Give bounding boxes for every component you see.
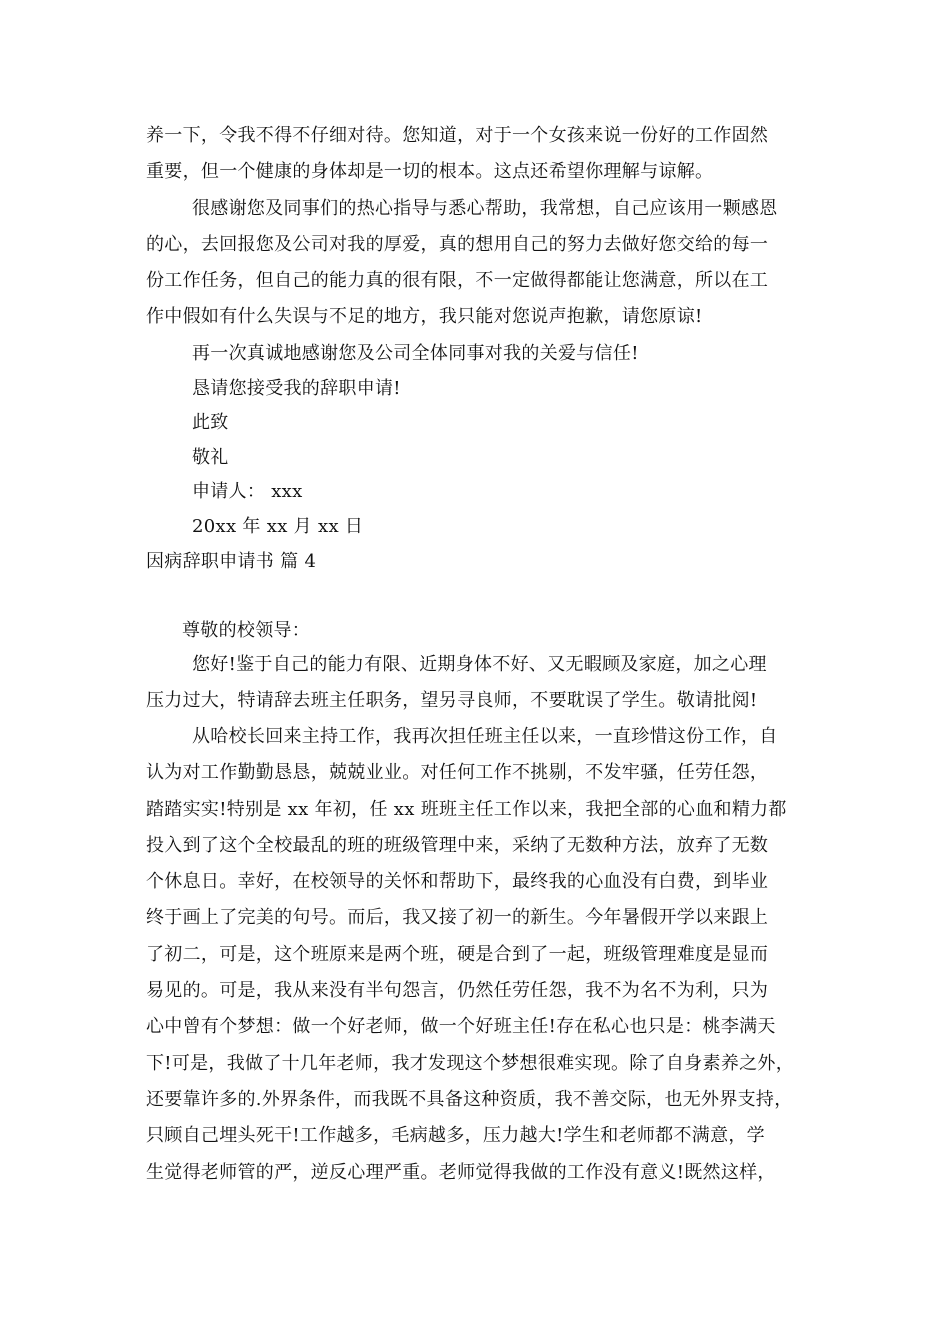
body-text-line: 踏踏实实!特别是 xx 年初，任 xx 班班主任工作以来，我把全部的心血和精力都 [146,799,787,820]
body-text-line: 您好!鉴于自己的能力有限、近期身体不好、又无暇顾及家庭，加之心理 [192,654,767,675]
body-text-line: 从哈校长回来主持工作，我再次担任班主任以来，一直珍惜这份工作，自 [192,726,778,747]
section-heading: 因病辞职申请书 篇 4 [146,551,317,572]
body-text-line: 认为对工作勤勤恳恳，兢兢业业。对任何工作不挑剔，不发牢骚，任劳任怨， [146,762,769,783]
body-text-line: 易见的。可是，我从来没有半句怨言，仍然任劳任怨，我不为名不为利，只为 [146,980,769,1001]
body-text-line: 作中假如有什么失误与不足的地方，我只能对您说声抱歉，请您原谅! [146,306,703,327]
body-text-line: 心中曾有个梦想：做一个好老师，做一个好班主任!存在私心也只是：桃李满天 [146,1016,776,1037]
body-text-line: 份工作任务，但自己的能力真的很有限，不一定做得都能让您满意，所以在工 [146,270,769,291]
request-line: 恳请您接受我的辞职申请! [192,378,401,399]
body-text-line: 生觉得老师管的严，逆反心理严重。老师觉得我做的工作没有意义!既然这样， [146,1162,776,1183]
body-text-line: 个休息日。幸好，在校领导的关怀和帮助下，最终我的心血没有白费，到毕业 [146,871,769,892]
body-text-line: 下!可是，我做了十几年老师，我才发现这个梦想很难实现。除了自身素养之外， [146,1053,795,1074]
body-text-line: 养一下，令我不得不仔细对待。您知道，对于一个女孩来说一份好的工作固然 [146,125,769,146]
closing-line: 敬礼 [192,447,229,468]
body-text-line: 投入到了这个全校最乱的班的班级管理中来，采纳了无数种方法，放弃了无数 [146,835,769,856]
body-text-line: 很感谢您及同事们的热心指导与悉心帮助，我常想，自己应该用一颗感恩 [192,198,778,219]
body-text-line: 的心，去回报您及公司对我的厚爱，真的想用自己的努力去做好您交给的每一 [146,234,769,255]
applicant-line: 申请人： xxx [192,481,303,502]
thanks-line: 再一次真诚地感谢您及公司全体同事对我的关爱与信任! [192,343,639,364]
body-text-line: 终于画上了完美的句号。而后，我又接了初一的新生。今年暑假开学以来跟上 [146,907,769,928]
closing-line: 此致 [192,412,229,433]
body-text-line: 压力过大，特请辞去班主任职务，望另寻良师，不要耽误了学生。敬请批阅! [146,690,758,711]
body-text-line: 重要，但一个健康的身体却是一切的根本。这点还希望你理解与谅解。 [146,161,714,182]
body-text-line: 只顾自己埋头死干!工作越多，毛病越多，压力越大!学生和老师都不满意，学 [146,1125,765,1146]
body-text-line: 了初二，可是，这个班原来是两个班，硬是合到了一起，班级管理难度是显而 [146,944,769,965]
date-line: 20xx 年 xx 月 xx 日 [192,516,364,537]
body-text-line: 还要靠许多的.外界条件，而我既不具备这种资质，我不善交际，也无外界支持， [146,1089,793,1110]
salutation-line: 尊敬的校领导： [182,620,311,641]
